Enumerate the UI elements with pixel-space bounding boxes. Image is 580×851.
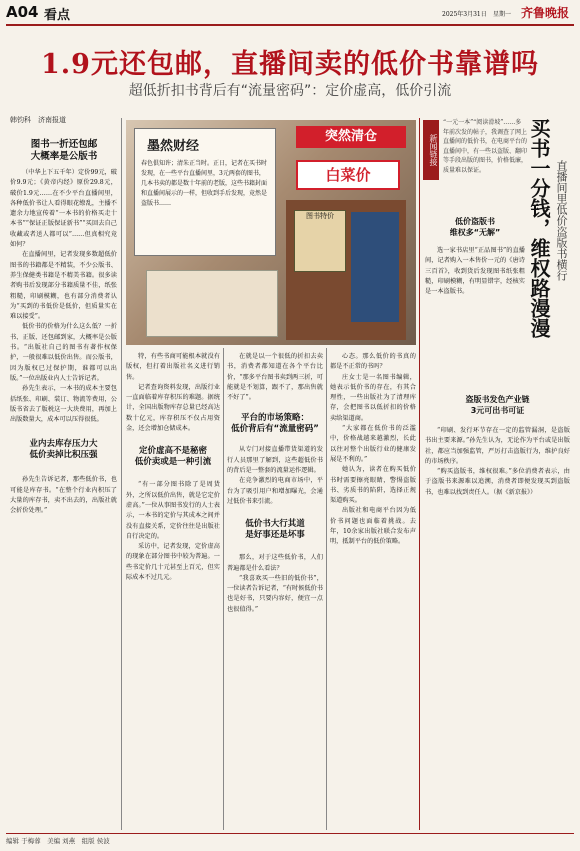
paragraph: 采访中，记者发现，定价虚高的现象在部分图书中较为普遍。一些书定价几十元甚至上百元，但实际成本不过几元。 <box>126 543 220 582</box>
sidebar-headline: 买书一分钱，维权路漫漫 <box>527 118 551 338</box>
photo-card <box>134 128 276 256</box>
column-divider <box>223 348 224 830</box>
paragraph: 在竞争激烈的电商市场中，平台为了吸引用户和增加曝光，会通过低价书来引流。 <box>227 477 323 505</box>
paragraph: 心态。那么低价的书真的都是不正常的书吗？ <box>330 353 416 371</box>
paragraph: 出版社和电商平台因为低价书问题也面临着挑战。去年，10余家出版社联合发布声明，抵制平台的低价策略。 <box>330 507 416 546</box>
column-divider <box>326 348 327 830</box>
issue-date: 2025年3月31日 <box>442 11 487 18</box>
sidebar-subhead: 盗版书发色产业链 3元可出书可证 <box>465 395 530 415</box>
paragraph: 从专门对接直播带货渠道的发行人员那里了解到，这些超低价书的背后是一整套的流量运作逻辑。 <box>227 446 323 475</box>
sidebar-column-2 <box>425 384 570 828</box>
paragraph: 特，有些书商可能根本就没有版权，但打着出版社名义进行销售。 <box>126 353 220 381</box>
paragraph: 庄女士是一名图书编辑，她表示低价书的存在，有其合理性，一些出版社为了清理库存，会把图书以低折扣的价格卖给渠道商。 <box>330 373 416 422</box>
paragraph: 在直播间里，记者发现多数超低价图书的书籍都是不精装，不少公版书、养生保健类书籍是不精美书籍。很多读者购书后发现部分书籍质量不佳，纸张粗糙，印刷模糊，也有部分消费者认为“买到的书低价是低价，但质量实在难以接受”。 <box>10 251 117 321</box>
weekday: 星期一 <box>493 11 512 18</box>
left-subhead-2: 业内去库存压力大 低价卖掉比积压强 <box>29 439 98 461</box>
paragraph: 在就是以一个很低的折扣去卖书，消费者都知道在各个平台比价，“那多平台图书卖到两三折，可能就是不划算，跟不了，那出售就不好了”。 <box>227 353 323 402</box>
paragraph: 选一家书店里“正品图书”的直播间，记者购入一本售价一元的《唐诗三百首》，收到货后发现图书纸张粗糙，印刷模糊，有明显错字，经核实是一本盗版书。 <box>425 247 525 296</box>
card-text: 春色俱知许；清朱正当时。正日，记者在买书时发现，在一些平台直播间里，3元两套的图书，几本书卖的都是数十年前的老版，这些书籍封面和直播间展示的一样，但收到手后发现，竟然是盗版书…… <box>141 160 268 207</box>
card-sign: 墨然财经 <box>147 139 200 154</box>
paragraph: 记者查询资料发现，出版行业一直面临着库存积压的难题。据统计，全国出版物库存总量已经高达数十亿元，库存积压不仅占用资金，还会增加仓储成本。 <box>126 383 220 433</box>
paragraph: 那么，对于这些低价书，人们普遍都是什么看法？ <box>227 554 323 572</box>
mid-column-2 <box>227 352 323 828</box>
byline: 韩钧科 济南报道 <box>10 116 66 124</box>
mid-column-3 <box>330 352 416 828</box>
sidebar-subtitle: 直播间里低价盗版书横行 <box>555 160 568 281</box>
mid-subhead: 低价书大行其道 是好事还是坏事 <box>245 519 305 541</box>
paragraph: “印刷、发行环节存在一定的监管漏洞，是盗版书出主要来源。”孙先生认为，无论作为平台或是出版社，都应当加强监管，严厉打击盗版行为，维护良好的市场秩序。 <box>425 427 570 465</box>
book-stack <box>146 270 278 337</box>
clearance-banner: 突然清仓 <box>296 126 406 148</box>
paragraph: 孙先生表示，一本书的成本主要包括纸张、印刷、装订、物流等费用，公版书省去了版税这一大块费用，再加上出版数量大，成本可以压得很低。 <box>10 385 117 424</box>
page-footer <box>6 833 574 848</box>
page-header <box>6 3 574 23</box>
cheap-sign: 白菜价 <box>296 160 400 190</box>
brand-logo: 齐鲁晚报 <box>521 6 570 20</box>
left-subhead: 图书一折还包邮 大概率是公版书 <box>30 139 98 162</box>
paragraph: 孙先生告诉记者，那些低价书，也可能是库存书。“在整个行业内积压了大量的库存书，卖不出去的，出版社就会折价处理。” <box>10 476 117 515</box>
editor-credits: 编辑 于梅蓉 美编 刘燕 组版 侯波 <box>6 837 110 845</box>
page-number: A04 <box>6 3 39 21</box>
paragraph: （中华上下五千年）定价99元，破价9.9元；《黄帝内经》原价29.8元，破价1.9元……在不少平台直播间里，各种低价书让人看得眼花缭乱，主播不遗余力地宣传着“一本书的价格买走十本书”“保证正版保证新书”“买回去自己收藏或者送人都可以”……但真相究竟如何？ <box>10 169 117 249</box>
sidebar-subhead: 低价盗版书 维权多“无解” <box>449 217 501 237</box>
column-divider <box>419 118 420 830</box>
paragraph: “大家都在低价书的泛滥中，价格战越来越激烈，长此以往对整个出版行业的健康发展是不利的。” <box>330 425 416 463</box>
headline: 1.9元还包邮，直播间卖的低价书靠谱吗 <box>41 49 539 80</box>
section-name: 看点 <box>44 8 71 23</box>
book-cover: 图书特价 <box>294 210 346 272</box>
paragraph: “我喜欢买一些旧的低价书”，一位读者告诉记者，“有时候低价书也是好书，只要内容好，便宜一点也很值得。” <box>227 574 323 613</box>
sidebar-column-1 <box>425 212 525 382</box>
book-cover <box>351 212 399 322</box>
subheadline: 超低折扣书背后有“流量密码”：定价虚高，低价引流 <box>128 83 452 99</box>
news-link-label: 新闻链接 <box>423 120 439 180</box>
paragraph: 低价书的价格为什么这么低？一折书、正版、还包邮到家，大概率是公版书。“出版社自己的图书有著作权保护，一般很难以低价出售。而公版书，因为版权已过保护期，谁都可以出版。”一位出版业内人士告诉记者。 <box>10 323 117 382</box>
quote-box: “一元一本”“阅读滑坡”……多年前次发的帖子，我调查了网上直播间的低价书，在电商平台的直播间中，有一些以盗版、翻印等手段出版的图书，价格低廉，质量难以保证。 <box>443 119 527 174</box>
header-rule <box>6 24 574 26</box>
left-column <box>10 168 117 828</box>
mid-column-1 <box>126 352 220 828</box>
paragraph: “购买盗版书，维权很难。”多位消费者表示，由于盗版书来源难以追溯，消费者即便发现买到盗版书，也难以找到责任人。（据《新京报》） <box>425 468 570 496</box>
mid-subhead: 定价虚高不是秘密 低价卖或是一种引流 <box>134 446 212 468</box>
news-photo <box>126 120 416 345</box>
paragraph: 她认为，读者在购买低价书时需要擦亮眼睛，警惕盗版书、劣质书的陷阱，选择正规渠道购买。 <box>330 466 416 505</box>
mid-subhead: 平台的市场策略： 低价背后有“流量密码” <box>231 413 319 435</box>
column-divider <box>121 118 122 830</box>
paragraph: “有一部分图书除了是周货外，之所以低价出售，就是它定价虚高。”一位从事图书发行的人士表示，一本书的定价与其成本之间并没有直接关系，定价往往是出版社自行决定的。 <box>126 481 220 540</box>
